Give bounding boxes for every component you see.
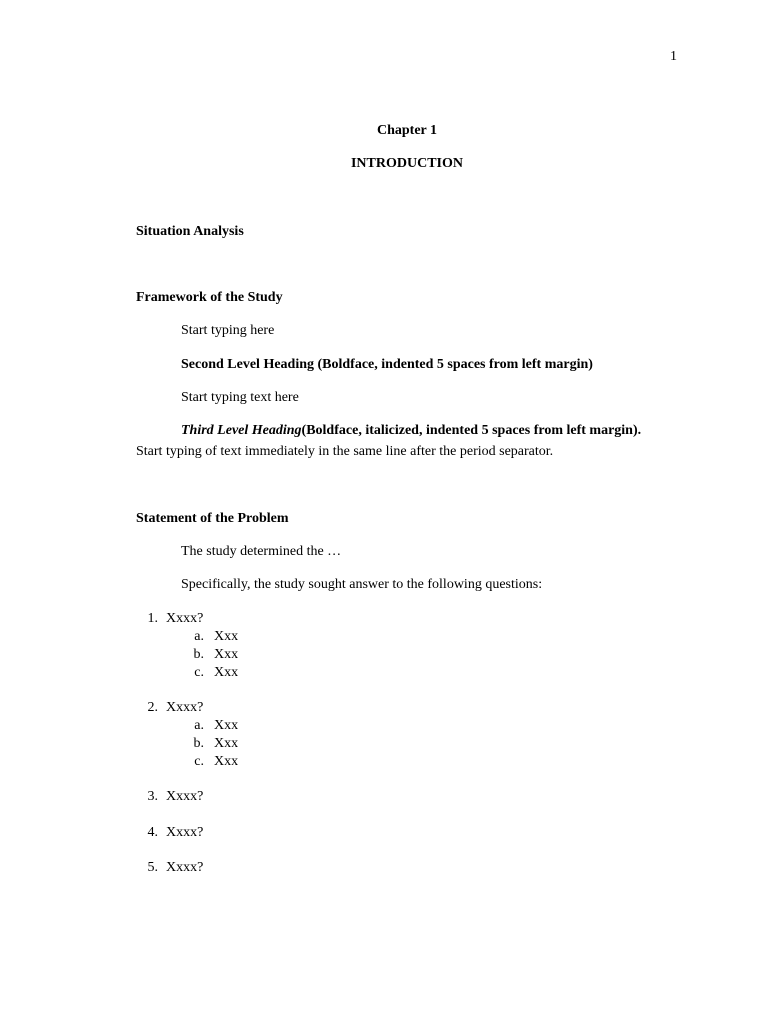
sub-list-item <box>192 648 238 662</box>
sub-list-item <box>192 755 238 769</box>
sub-list-letter: b. <box>193 647 204 662</box>
list-item <box>144 612 203 626</box>
sub-list-text: Xxx <box>214 754 239 769</box>
sub-list-item <box>192 719 238 733</box>
list-item-text: Xxxx? <box>166 789 204 804</box>
list-item-number: 1. <box>147 611 158 626</box>
list-item <box>144 861 203 875</box>
sub-list-item <box>192 630 238 644</box>
list-item-number: 3. <box>147 789 158 804</box>
sub-list-letter: b. <box>193 736 204 751</box>
sub-list-letter: a. <box>194 629 204 644</box>
page-number: 1 <box>670 49 677 64</box>
sub-list-text: Xxx <box>214 736 239 751</box>
list-item-text: Xxxx? <box>166 860 204 875</box>
list-item-text: Xxxx? <box>166 611 204 626</box>
framework-start-typing-text: Start typing text here <box>181 390 299 405</box>
sub-list-letter: a. <box>194 718 204 733</box>
framework-start-typing: Start typing here <box>181 323 275 338</box>
sub-list-letter: c. <box>194 754 204 769</box>
third-level-heading-italic: Third Level Heading <box>181 423 302 438</box>
second-level-heading: Second Level Heading (Boldface, indented 5 spaces from left margin) <box>181 357 593 372</box>
heading-situation-analysis: Situation Analysis <box>136 224 244 239</box>
third-level-heading <box>181 424 641 438</box>
list-item-text: Xxxx? <box>166 700 204 715</box>
heading-framework: Framework of the Study <box>136 290 283 305</box>
sub-list-text: Xxx <box>214 629 239 644</box>
list-item <box>144 790 203 804</box>
third-level-heading-rest: (Boldface, italicized, indented 5 spaces from left margin). <box>301 423 642 438</box>
sub-list-item <box>192 666 238 680</box>
sub-list-letter: c. <box>194 665 204 680</box>
list-item-number: 5. <box>147 860 158 875</box>
list-item-number: 2. <box>147 700 158 715</box>
sub-list-text: Xxx <box>214 647 239 662</box>
sub-list-item <box>192 737 238 751</box>
statement-intro: The study determined the … <box>181 544 342 559</box>
third-level-continuation: Start typing of text immediately in the same line after the period separator. <box>136 444 554 459</box>
list-item <box>144 701 203 715</box>
heading-statement-of-problem: Statement of the Problem <box>136 511 289 526</box>
sub-list-text: Xxx <box>214 718 239 733</box>
statement-specifically: Specifically, the study sought answer to the following questions: <box>181 577 543 592</box>
list-item-text: Xxxx? <box>166 825 204 840</box>
list-item <box>144 826 203 840</box>
sub-list-text: Xxx <box>214 665 239 680</box>
chapter-title: Chapter 1 <box>376 123 438 138</box>
list-item-number: 4. <box>147 825 158 840</box>
chapter-subtitle: INTRODUCTION <box>350 156 463 171</box>
